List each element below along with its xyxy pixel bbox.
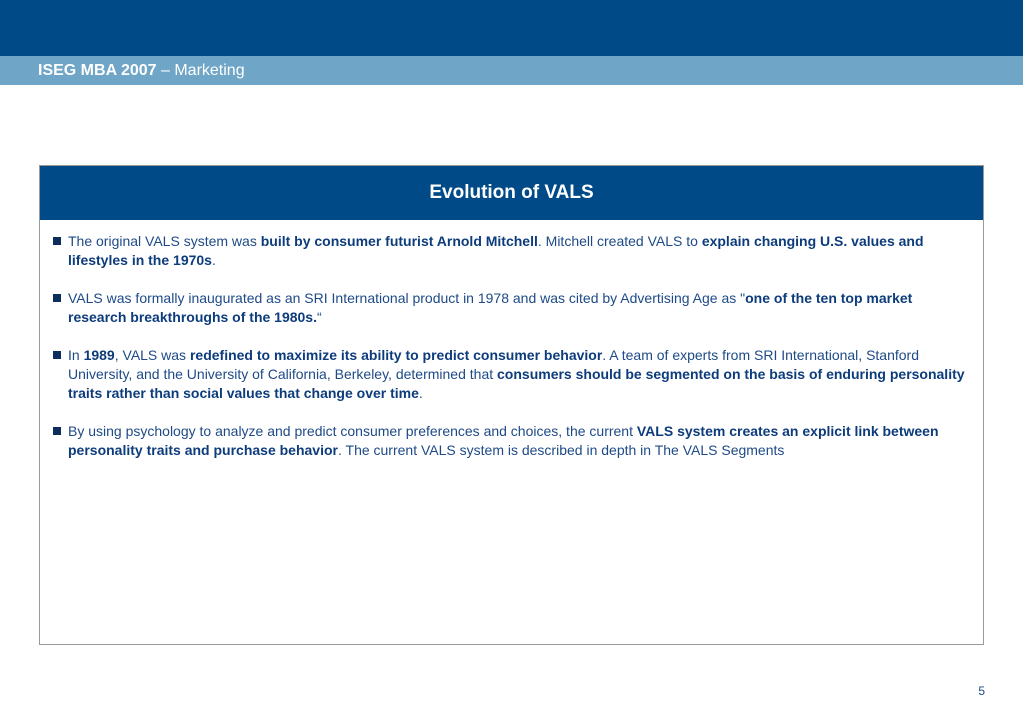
top-header-band bbox=[0, 0, 1023, 56]
bullet-text: . A team of experts from SRI International, Stanford University, and the University of California, Berkeley, determined that bbox=[68, 347, 919, 382]
page-number: 5 bbox=[978, 684, 985, 698]
bullet-emphasis: one of the ten top market research breakthroughs of the 1980s. bbox=[68, 290, 913, 325]
bullet-item-2 bbox=[52, 289, 974, 327]
bullet-emphasis: consumers should be segmented on the basis of enduring personality traits rather than social values that change over time bbox=[68, 366, 965, 401]
bullet-text: The original VALS system was bbox=[68, 233, 261, 249]
square-bullet-icon bbox=[53, 294, 61, 302]
bullet-emphasis: redefined to maximize its ability to predict consumer behavior bbox=[189, 347, 603, 363]
bullet-emphasis: 1989 bbox=[83, 347, 115, 363]
bullet-list bbox=[52, 232, 974, 479]
square-bullet-icon bbox=[53, 351, 61, 359]
course-title bbox=[38, 61, 245, 81]
bullet-text: VALS was formally inaugurated as an SRI International product in 1978 and was cited by Advertising Age as " bbox=[68, 290, 746, 306]
bullet-emphasis: explain changing U.S. values and lifestyles in the 1970s bbox=[68, 233, 924, 268]
bullet-item-4 bbox=[52, 422, 974, 460]
bullet-text: . The current VALS system is described in depth in The VALS Segments bbox=[337, 442, 785, 458]
bullet-item-1 bbox=[52, 232, 974, 270]
bullet-item-3 bbox=[52, 346, 974, 403]
bullet-text: “ bbox=[317, 309, 322, 325]
slide-content-box bbox=[39, 165, 984, 645]
bullet-text: By using psychology to analyze and predict consumer preferences and choices, the current bbox=[68, 423, 637, 439]
square-bullet-icon bbox=[53, 237, 61, 245]
slide-title: Evolution of VALS bbox=[40, 166, 983, 220]
bullet-emphasis: built by consumer futurist Arnold Mitchell bbox=[260, 233, 538, 249]
bullet-text: . Mitchell created VALS to bbox=[537, 233, 702, 249]
course-title-subject: – Marketing bbox=[156, 62, 245, 79]
course-title-bold: ISEG MBA 2007 bbox=[38, 62, 157, 79]
bullet-text: . bbox=[211, 252, 216, 268]
bullet-emphasis: VALS system creates an explicit link between personality traits and purchase behavior bbox=[68, 423, 939, 458]
bullet-text: In bbox=[68, 347, 84, 363]
square-bullet-icon bbox=[53, 427, 61, 435]
bullet-text: . bbox=[418, 385, 423, 401]
bullet-text: , VALS was bbox=[114, 347, 190, 363]
